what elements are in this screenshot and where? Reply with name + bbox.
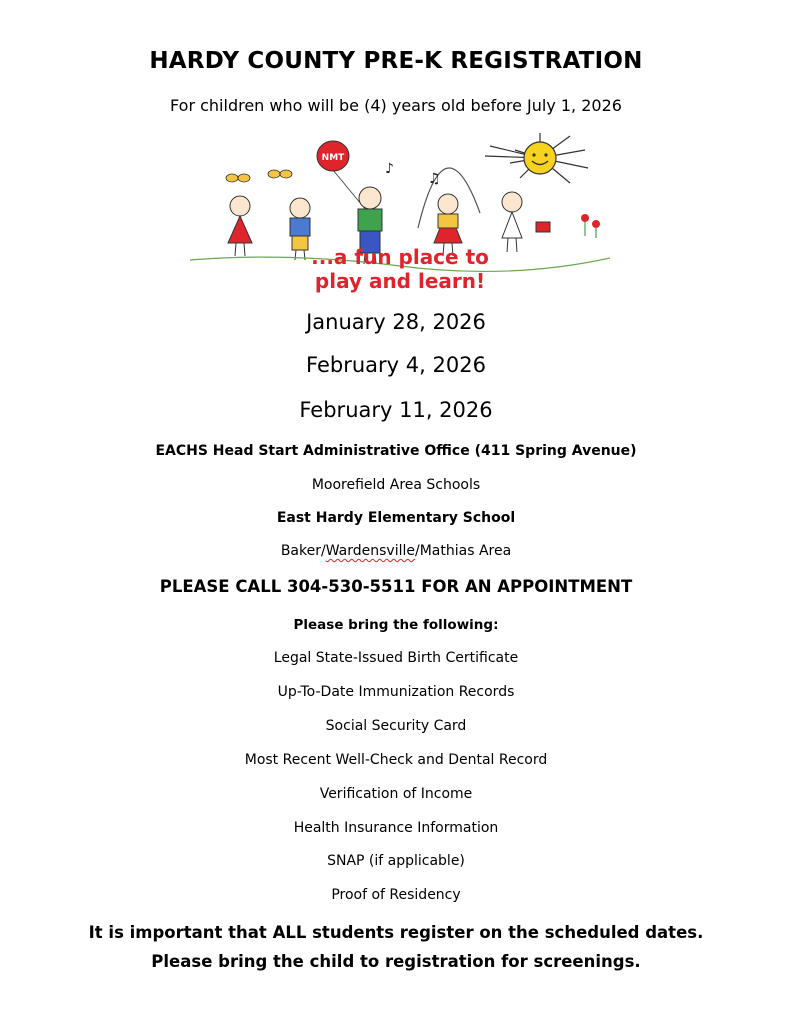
registration-date: February 4, 2026 bbox=[306, 353, 486, 377]
required-document: Verification of Income bbox=[319, 786, 473, 802]
butterfly-icon bbox=[226, 170, 292, 182]
slogan-line-2: play and learn! bbox=[314, 269, 486, 293]
required-document: Up-To-Date Immunization Records bbox=[277, 684, 515, 700]
required-document: Social Security Card bbox=[325, 718, 467, 734]
area-label bbox=[0, 543, 792, 559]
area-text: Baker/ bbox=[280, 543, 326, 559]
spellcheck-word: Wardensville bbox=[325, 543, 415, 559]
child-figure bbox=[290, 198, 310, 260]
appointment-call: PLEASE CALL 304-530-5511 FOR AN APPOINTMENT bbox=[159, 577, 633, 596]
sun-icon bbox=[485, 133, 588, 183]
music-note-icon: ♫ bbox=[428, 171, 441, 187]
area-label: Moorefield Area Schools bbox=[311, 477, 481, 493]
office-location: EACHS Head Start Administrative Office (411 Spring Avenue) bbox=[155, 443, 637, 459]
required-document: Legal State-Issued Birth Certificate bbox=[273, 650, 519, 666]
required-document: Most Recent Well-Check and Dental Record bbox=[244, 752, 548, 768]
footer-notice: It is important that ALL students register on the scheduled dates. bbox=[88, 923, 704, 942]
eligibility-subtitle: For children who will be (4) years old before July 1, 2026 bbox=[170, 96, 622, 115]
kids-clipart bbox=[190, 128, 610, 298]
music-note-icon: ♪ bbox=[385, 161, 394, 177]
page-title: HARDY COUNTY PRE-K REGISTRATION bbox=[149, 48, 643, 74]
slogan-line-1: ...a fun place to bbox=[311, 245, 489, 269]
required-document: SNAP (if applicable) bbox=[327, 853, 465, 869]
footer-notice: Please bring the child to registration for screenings. bbox=[151, 952, 641, 971]
child-figure bbox=[228, 196, 252, 256]
required-document: Proof of Residency bbox=[331, 887, 461, 903]
required-document: Health Insurance Information bbox=[293, 820, 499, 836]
flower-icon bbox=[581, 214, 600, 238]
registration-date: February 11, 2026 bbox=[299, 398, 493, 422]
child-figure bbox=[502, 192, 550, 252]
bring-heading: Please bring the following: bbox=[293, 617, 499, 633]
registration-date: January 28, 2026 bbox=[306, 310, 486, 334]
school-name: East Hardy Elementary School bbox=[276, 510, 516, 526]
balloon-text: NMT bbox=[321, 153, 345, 163]
area-text: /Mathias Area bbox=[415, 543, 512, 559]
